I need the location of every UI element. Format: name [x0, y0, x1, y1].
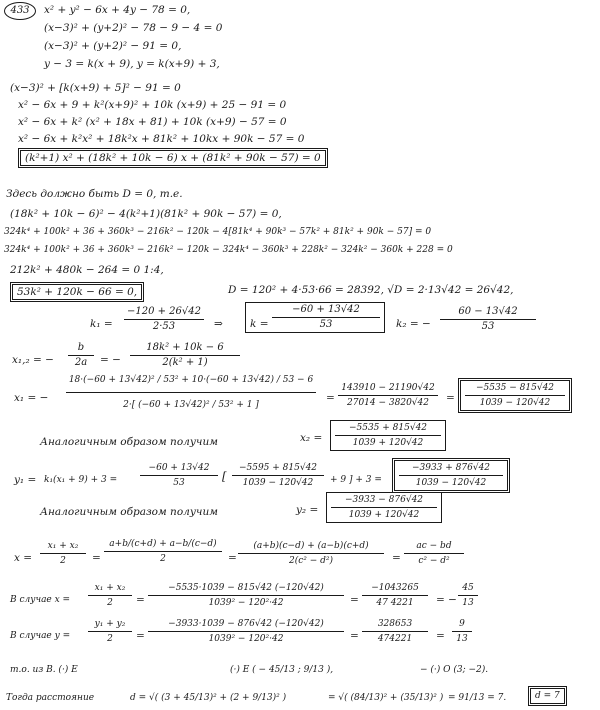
- case-x-mid-fraction: [362, 582, 428, 609]
- x1-equals-2: =: [446, 392, 455, 404]
- x2-denominator: 1039 + 120√42: [352, 438, 424, 448]
- k1-result-label: k =: [250, 318, 269, 330]
- x2-numerator: −5535 + 815√42: [348, 423, 428, 433]
- case-y-formula-denominator: 2: [107, 634, 113, 644]
- distance-expression: d = √( (3 + 45/13)² + (2 + 9/13)² ): [130, 693, 287, 703]
- distance-middle: = √( (84/13)² + (35/13)² ): [328, 693, 444, 703]
- mid-x-equals-2: =: [228, 552, 237, 564]
- y1-k-denominator: 53: [173, 478, 185, 488]
- final-answer-boxed: d = 7: [528, 686, 567, 706]
- arrow: ⇒: [214, 318, 223, 330]
- x1-result-numerator: −5535 − 815√42: [475, 383, 555, 393]
- mid-x-final-fraction: [404, 540, 464, 567]
- y2-denominator: 1039 + 120√42: [348, 510, 420, 520]
- case-x-result-numerator: 45: [462, 583, 474, 593]
- mid-x-final-denominator: c² − d²: [418, 556, 450, 566]
- k2-numerator: 60 − 13√42: [458, 306, 518, 317]
- case-y-equals-2: =: [350, 630, 359, 642]
- equation-6: x² − 6x + 9 + k²(x+9)² + 10k (x+9) + 25 − 91 = 0: [18, 99, 287, 111]
- analog-text-2: Аналогичным образом получим: [40, 506, 218, 518]
- case-x-result: [458, 582, 478, 609]
- case-y-fraction: [148, 618, 344, 645]
- equation-4: y − 3 = k(x + 9), y = k(x+9) + 3,: [44, 58, 220, 70]
- y1-result-denominator: 1039 − 120√42: [415, 478, 487, 488]
- final-intro: т.о. из В. (·) E: [10, 665, 78, 675]
- point-o: − (·) O (3; −2).: [420, 665, 489, 675]
- discriminant-line-3: 324k⁴ + 100k² + 36 + 360k³ − 216k² − 120k − 324k⁴ − 360k³ + 228k² − 324k² − 360k + 228 = 0: [4, 245, 453, 255]
- y1-k-fraction: [140, 462, 218, 489]
- mid-x-big-fraction: [104, 538, 222, 565]
- case-x-fraction: [148, 582, 344, 609]
- y1-result-numerator: −3933 + 876√42: [411, 463, 491, 473]
- case-x-mid-numerator: −1043265: [371, 583, 419, 593]
- k1-denominator: 2·53: [152, 321, 176, 332]
- case-y-mid-denominator: 474221: [377, 634, 413, 644]
- y1-bracket-fraction: [232, 462, 324, 489]
- mid-x-big-numerator: a+b/(c+d) + a−b/(c−d): [109, 539, 217, 549]
- equation-5: (x−3)² + [k(x+9) + 5]² − 91 = 0: [10, 82, 181, 94]
- k1-result-numerator: −60 + 13√42: [292, 304, 360, 315]
- case-y-equals: =: [136, 630, 145, 642]
- x1-mid-denominator: 27014 − 3820√42: [347, 398, 429, 408]
- case-x-equals: =: [136, 594, 145, 606]
- equation-8: x² − 6x + k²x² + 18k²x + 81k² + 10kx + 90k − 57 = 0: [18, 133, 305, 145]
- mid-x-right-fraction: [238, 540, 384, 567]
- y2-result-boxed: [326, 492, 442, 523]
- k1-result-denominator: 53: [319, 319, 333, 330]
- analog-text-1: Аналогичным образом получим: [40, 436, 218, 448]
- x1-label: x₁ = −: [14, 392, 49, 404]
- case-y-result: [452, 618, 472, 645]
- k1-label: k₁ =: [90, 318, 113, 330]
- case-y-result-denominator: 13: [456, 634, 468, 644]
- y1-expression: k₁(x₁ + 9) + 3 =: [44, 475, 118, 485]
- x1-result-boxed: [458, 378, 572, 413]
- k2-fraction: [440, 306, 536, 333]
- discriminant-line-2: 324k⁴ + 100k² + 36 + 360k³ − 216k² − 120k − 4[81k⁴ + 90k³ − 57k² + 81k² + 90k − 57] = 0: [4, 227, 432, 237]
- case-x-mid-denominator: 47 4221: [376, 598, 414, 608]
- x1-numerator: 18·(−60 + 13√42)² / 53² + 10·(−60 + 13√42) / 53 − 6: [68, 375, 314, 385]
- case-y-mid-fraction: [362, 618, 428, 645]
- x1-fraction: [66, 374, 316, 411]
- mid-x-fraction: [40, 540, 86, 567]
- case-x-denominator: 1039² − 120²·42: [208, 598, 284, 608]
- case-x-formula: [88, 582, 132, 609]
- case-y-label: В случае y =: [10, 631, 71, 641]
- k1-fraction: [124, 306, 204, 333]
- discriminant-value: D = 120² + 4·53·66 = 28392, √D = 2·13√42 = 26√42,: [228, 284, 514, 296]
- x2-label: x₂ =: [300, 432, 323, 444]
- mid-x-equals-3: =: [392, 552, 401, 564]
- y1-bracket-numerator: −5595 + 815√42: [238, 463, 318, 473]
- point-e: (·) E ( − 45/13 ; 9/13 ),: [230, 665, 334, 675]
- distance-label: Тогда расстояние: [6, 693, 95, 703]
- mid-x-right-numerator: (a+b)(c−d) + (a−b)(c+d): [253, 541, 369, 551]
- x1-result-denominator: 1039 − 120√42: [479, 398, 551, 408]
- k2-label: k₂ = −: [396, 318, 431, 330]
- mid-x-equals: =: [92, 552, 101, 564]
- y1-result-boxed: [392, 458, 510, 493]
- x12-fraction: [68, 342, 94, 369]
- case-y-mid-numerator: 328653: [377, 619, 413, 629]
- x2-result-boxed: [330, 420, 446, 451]
- x1-mid-numerator: 143910 − 21190√42: [341, 383, 435, 393]
- y1-k-numerator: −60 + 13√42: [148, 463, 210, 473]
- case-x-label: В случае x =: [10, 595, 71, 605]
- case-y-formula: [88, 618, 132, 645]
- case-x-formula-denominator: 2: [107, 598, 113, 608]
- case-x-result-denominator: 13: [462, 598, 474, 608]
- discriminant-line-4: 212k² + 480k − 264 = 0 1:4,: [10, 264, 164, 276]
- mid-x-label: x =: [14, 552, 33, 564]
- reduced-equation-boxed: 53k² + 120k − 66 = 0,: [10, 282, 144, 302]
- mid-x-right-denominator: 2(c² − d²): [288, 556, 334, 566]
- case-y-result-numerator: 9: [459, 619, 465, 629]
- mid-x-denominator: 2: [60, 556, 66, 566]
- quadratic-equation-boxed: (k²+1) x² + (18k² + 10k − 6) x + (81k² + 90k − 57) = 0: [18, 148, 328, 168]
- k1-result-boxed: [245, 302, 385, 333]
- x12-numerator: b: [77, 342, 85, 353]
- case-x-equals-3: = −: [436, 594, 457, 606]
- case-x-equals-2: =: [350, 594, 359, 606]
- discriminant-line-1: (18k² + 10k − 6)² − 4(k²+1)(81k² + 90k − 57) = 0,: [10, 208, 282, 220]
- problem-number: 433: [4, 2, 36, 20]
- y1-tail: + 9 ] + 3 =: [330, 475, 382, 485]
- x12-right-fraction: [130, 342, 240, 369]
- y2-label: y₂ =: [296, 504, 319, 516]
- distance-result: = 91/13 = 7.: [448, 693, 507, 703]
- equation-2: (x−3)² + (y+2)² − 78 − 9 − 4 = 0: [44, 22, 223, 34]
- x12-label: x₁,₂ = −: [12, 354, 54, 366]
- case-x-numerator: −5535·1039 − 815√42 (−120√42): [168, 583, 324, 593]
- k1-numerator: −120 + 26√42: [126, 306, 202, 317]
- equation-3: (x−3)² + (y+2)² − 91 = 0,: [44, 40, 182, 52]
- case-y-numerator: −3933·1039 − 876√42 (−120√42): [168, 619, 324, 629]
- case-y-equals-3: =: [436, 630, 445, 642]
- y1-label: y₁ =: [14, 474, 37, 486]
- x1-mid-fraction: [338, 382, 438, 409]
- x12-right-numerator: 18k² + 10k − 6: [146, 342, 224, 353]
- case-x-formula-numerator: x₁ + x₂: [94, 583, 126, 593]
- case-y-formula-numerator: y₁ + y₂: [94, 619, 126, 629]
- x1-equals: =: [326, 392, 335, 404]
- y2-numerator: −3933 − 876√42: [344, 495, 424, 505]
- x12-denominator: 2a: [74, 357, 88, 368]
- mid-x-numerator: x₁ + x₂: [47, 541, 79, 551]
- discriminant-intro: Здесь должно быть D = 0, т.е.: [6, 188, 183, 200]
- k2-denominator: 53: [481, 321, 495, 332]
- x12-right-denominator: 2(k² + 1): [162, 357, 208, 368]
- case-y-denominator: 1039² − 120²·42: [208, 634, 284, 644]
- y1-bracket-denominator: 1039 − 120√42: [242, 478, 314, 488]
- equation-1: x² + y² − 6x + 4y − 78 = 0,: [44, 4, 191, 16]
- y1-bracket: [: [222, 469, 227, 483]
- x12-equals: = −: [100, 354, 121, 366]
- mid-x-final-numerator: ac − bd: [416, 541, 452, 551]
- mid-x-big-denominator: 2: [160, 554, 166, 564]
- equation-7: x² − 6x + k² (x² + 18x + 81) + 10k (x+9) − 57 = 0: [18, 116, 287, 128]
- x1-denominator: 2·[ (−60 + 13√42)² / 53² + 1 ]: [123, 400, 259, 410]
